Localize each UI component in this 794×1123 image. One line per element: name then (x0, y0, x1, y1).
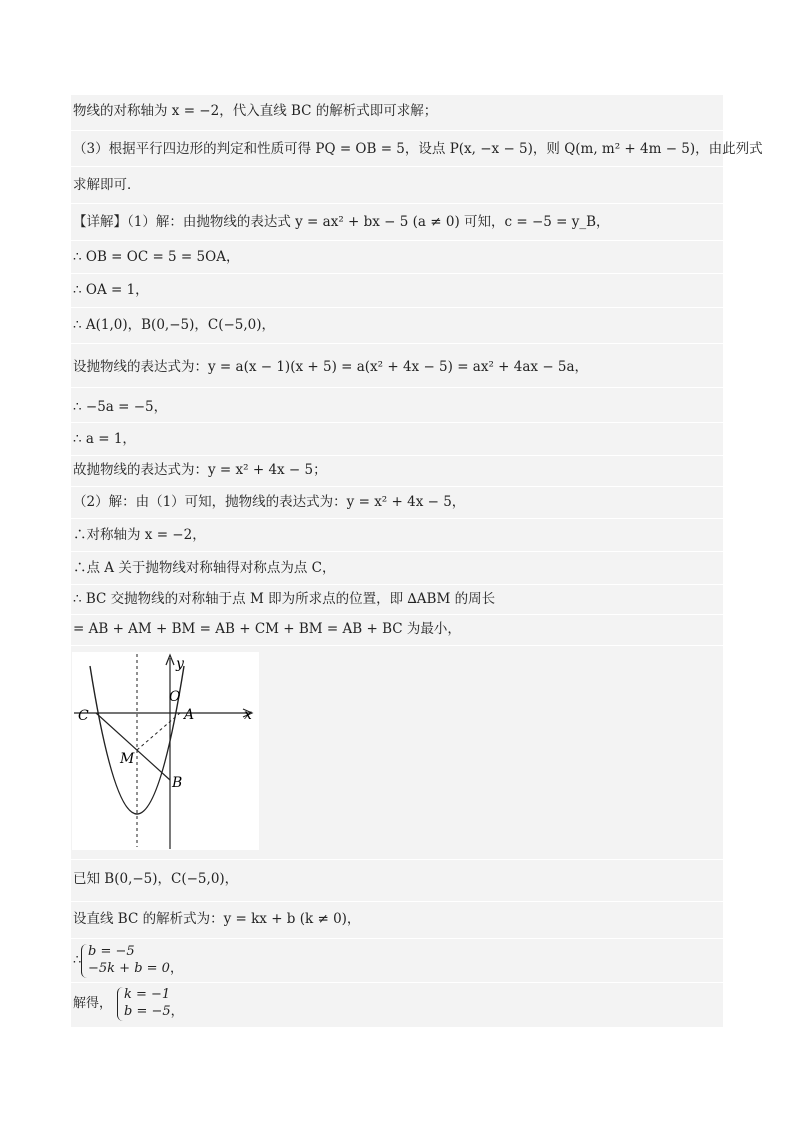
text-line-6: ∴ OA = 1， (73, 282, 149, 298)
label-o: O (169, 689, 181, 705)
text-line-18: 设直线 BC 的解析式为：y = kx + b (k ≠ 0)， (73, 911, 361, 927)
line-cb (96, 713, 170, 780)
text-line-10: ∴ a = 1， (73, 431, 136, 447)
text-line-17: 已知 B(0,−5)，C(−5,0)， (73, 871, 239, 887)
therefore-symbol: ∴ (73, 953, 82, 968)
label-x: x (244, 707, 252, 723)
parabola-diagram (72, 652, 259, 850)
text-line-12: （2）解：由（1）可知，抛物线的表达式为：y = x² + 4x − 5， (73, 494, 466, 510)
parabola-figure (72, 652, 259, 850)
text-line-3: 求解即可． (73, 177, 141, 193)
text-line-4: 【详解】（1）解：由抛物线的表达式 y = ax² + bx − 5 (a ≠ 0) 可知，c = −5 = y_B， (73, 214, 610, 230)
line-ma (137, 713, 180, 750)
solution-prefix: 解得， (73, 996, 113, 1011)
equation-2b: b = −5， (124, 1004, 184, 1019)
text-line-16: = AB + AM + BM = AB + CM + BM = AB + BC 为最小， (73, 621, 461, 637)
text-line-1: 物线的对称轴为 x = −2，代入直线 BC 的解析式即可求解； (73, 103, 438, 119)
label-b: B (172, 775, 183, 791)
text-line-14: ∴点 A 关于抛物线对称轴得对称点为点 C， (73, 560, 336, 576)
system-of-equations-1 (71, 943, 723, 979)
label-m: M (120, 751, 135, 767)
text-line-8: 设抛物线的表达式为：y = a(x − 1)(x + 5) = a(x² + 4x − 5) = ax² + 4ax − 5a， (73, 359, 589, 375)
solution-panel (71, 95, 763, 1027)
text-line-15: ∴ BC 交抛物线的对称轴于点 M 即为所求点的位置，即 ∆ABM 的周长 (73, 591, 496, 607)
text-line-5: ∴ OB = OC = 5 = 5OA， (73, 249, 240, 265)
label-c: C (78, 708, 89, 724)
text-line-11: 故抛物线的表达式为：y = x² + 4x − 5； (73, 462, 327, 478)
equation-1a: b = −5 (88, 944, 135, 959)
text-line-2: （3）根据平行四边形的判定和性质可得 PQ = OB = 5，设点 P(x, −x − 5)，则 Q(m, m² + 4m − 5)，由此列式 (73, 141, 763, 157)
equation-2a: k = −1 (124, 987, 171, 1002)
system-of-equations-2 (71, 986, 723, 1022)
equation-1b: −5k + b = 0， (88, 961, 183, 976)
text-line-9: ∴ −5a = −5， (73, 399, 168, 415)
text-line-13: ∴对称轴为 x = −2， (73, 527, 206, 543)
label-y: y (176, 656, 184, 672)
text-line-7: ∴ A(1,0)，B(0,−5)，C(−5,0)， (73, 317, 276, 333)
label-a: A (184, 707, 195, 723)
